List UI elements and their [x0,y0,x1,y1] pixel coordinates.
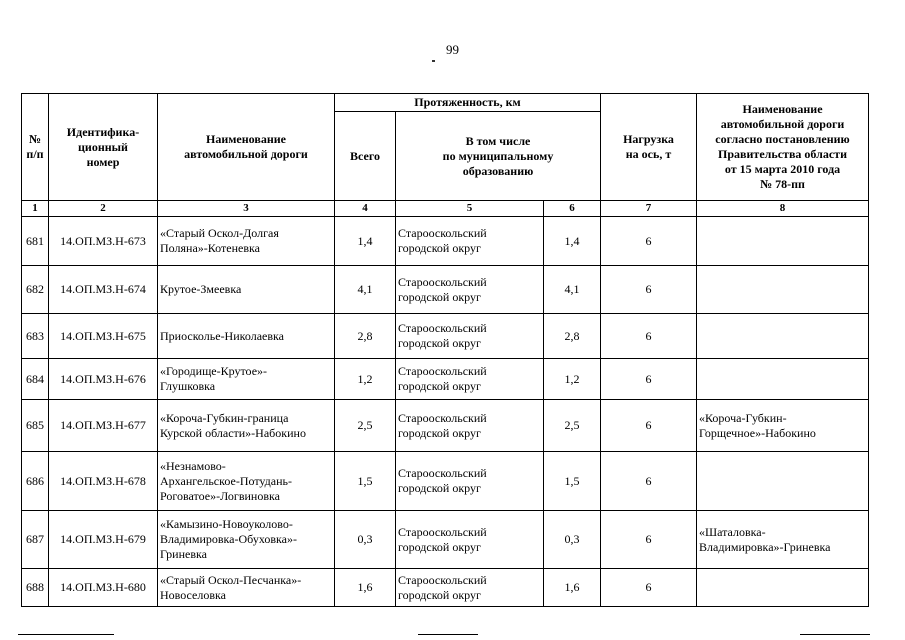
row-load: 6 [601,266,697,314]
row-num: 688 [22,569,49,607]
row-municipality: Старооскольский городской округ [396,266,544,314]
row-num: 684 [22,359,49,400]
row-num: 682 [22,266,49,314]
row-num: 686 [22,452,49,511]
column-number: 2 [49,201,158,217]
row-total: 2,8 [335,314,396,359]
row-municipality: Старооскольский городской округ [396,511,544,569]
bottom-rule [800,634,870,635]
row-municipality: Старооскольский городской округ [396,452,544,511]
row-road-name: «Старый Оскол-Долгая Поляна»-Котеневка [158,217,335,266]
table-row [22,452,869,511]
row-id: 14.ОП.МЗ.Н-674 [49,266,158,314]
header-num: № п/п [22,94,49,201]
table-row [22,314,869,359]
row-road-name: Крутое-Змеевка [158,266,335,314]
row-road-name: Приосколье-Николаевка [158,314,335,359]
row-decree-name [697,217,869,266]
row-municipality: Старооскольский городской округ [396,314,544,359]
row-municipality: Старооскольский городской округ [396,400,544,452]
row-decree-name [697,452,869,511]
row-num: 683 [22,314,49,359]
row-decree-name: «Короча-Губкин- Горщечное»-Набокино [697,400,869,452]
column-numbers-row [22,201,869,217]
row-road-name: «Незнамово- Архангельское-Потудань- Роговатое»-Логвиновка [158,452,335,511]
page-number: 99 [446,42,459,57]
row-decree-name: «Шаталовка- Владимировка»-Гриневка [697,511,869,569]
table-row [22,511,869,569]
header-decree-name: Наименование автомобильной дороги согласно постановлению Правительства области от 15 марта 2010 года № 78-пп [697,94,869,201]
row-mun-length: 2,8 [544,314,601,359]
row-mun-length: 0,3 [544,511,601,569]
row-id: 14.ОП.МЗ.Н-676 [49,359,158,400]
row-total: 4,1 [335,266,396,314]
row-mun-length: 1,2 [544,359,601,400]
row-load: 6 [601,359,697,400]
row-mun-length: 2,5 [544,400,601,452]
row-load: 6 [601,400,697,452]
header-total: Всего [335,112,396,201]
row-decree-name [697,266,869,314]
row-total: 2,5 [335,400,396,452]
row-mun-length: 4,1 [544,266,601,314]
row-num: 681 [22,217,49,266]
column-number: 5 [396,201,544,217]
bottom-rule [18,634,114,635]
page-mark [432,60,435,62]
header-road-name: Наименование автомобильной дороги [158,94,335,201]
row-num: 687 [22,511,49,569]
row-total: 1,5 [335,452,396,511]
row-total: 1,6 [335,569,396,607]
row-num: 685 [22,400,49,452]
row-id: 14.ОП.МЗ.Н-675 [49,314,158,359]
row-total: 1,4 [335,217,396,266]
bottom-rule [418,634,478,635]
row-road-name: «Городище-Крутое»- Глушковка [158,359,335,400]
row-load: 6 [601,569,697,607]
row-mun-length: 1,5 [544,452,601,511]
row-road-name: «Короча-Губкин-граница Курской области»-Набокино [158,400,335,452]
row-id: 14.ОП.МЗ.Н-679 [49,511,158,569]
column-number: 1 [22,201,49,217]
header-length-group: Протяженность, км [335,94,601,112]
row-load: 6 [601,314,697,359]
table-row [22,400,869,452]
row-id: 14.ОП.МЗ.Н-680 [49,569,158,607]
row-total: 1,2 [335,359,396,400]
row-id: 14.ОП.МЗ.Н-673 [49,217,158,266]
row-road-name: «Старый Оскол-Песчанка»- Новоселовка [158,569,335,607]
table-row [22,359,869,400]
row-municipality: Старооскольский городской округ [396,217,544,266]
header-axle-load: Нагрузка на ось, т [601,94,697,201]
row-municipality: Старооскольский городской округ [396,569,544,607]
table-row [22,217,869,266]
table-row [22,569,869,607]
table-row [22,266,869,314]
header-id: Идентифика- ционный номер [49,94,158,201]
row-decree-name [697,314,869,359]
column-number: 6 [544,201,601,217]
column-number: 7 [601,201,697,217]
row-total: 0,3 [335,511,396,569]
row-mun-length: 1,4 [544,217,601,266]
column-number: 4 [335,201,396,217]
row-decree-name [697,359,869,400]
column-number: 8 [697,201,869,217]
row-municipality: Старооскольский городской округ [396,359,544,400]
row-id: 14.ОП.МЗ.Н-677 [49,400,158,452]
roads-table [21,93,869,607]
row-load: 6 [601,511,697,569]
row-load: 6 [601,452,697,511]
row-road-name: «Камызино-Новоуколово- Владимировка-Обуховка»- Гриневка [158,511,335,569]
row-mun-length: 1,6 [544,569,601,607]
row-decree-name [697,569,869,607]
column-number: 3 [158,201,335,217]
header-including: В том числе по муниципальному образованию [396,112,601,201]
row-load: 6 [601,217,697,266]
row-id: 14.ОП.МЗ.Н-678 [49,452,158,511]
